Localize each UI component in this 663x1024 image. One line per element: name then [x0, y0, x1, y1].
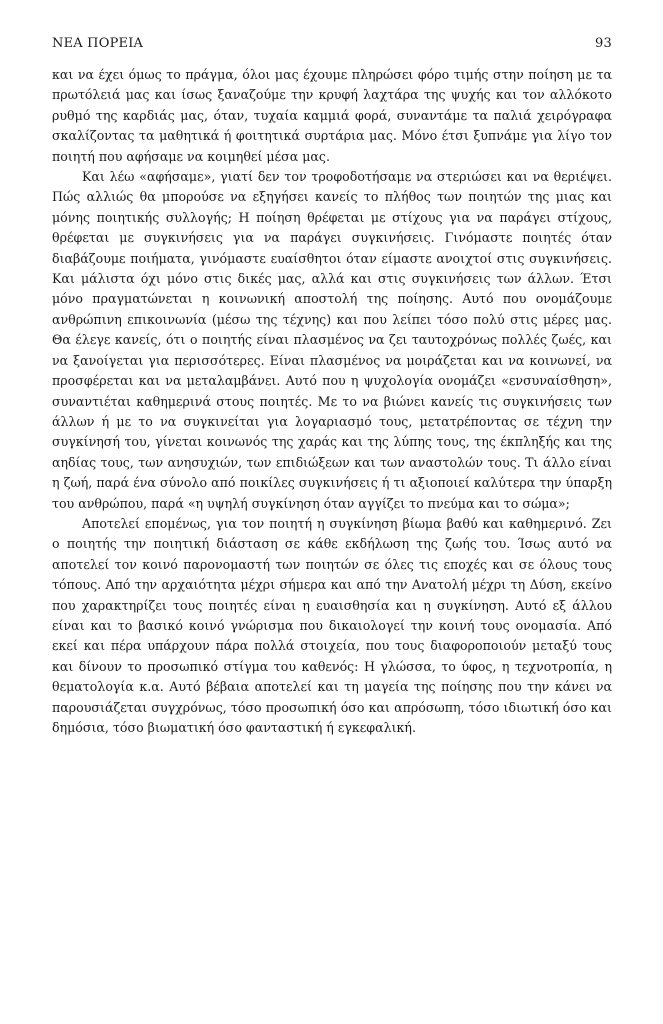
page-number: 93: [595, 36, 612, 51]
book-page: [52, 36, 612, 738]
body-text: [52, 65, 612, 738]
paragraph: Αποτελεί επομένως, για τον ποιητή η συγκίνηση βίωμα βαθύ και καθημερινό. Ζει ο ποιητής την ποιητική διάσταση σε κάθε εκδήλωση της ζωής του. Ίσως αυτό να αποτελεί τον κοινό παρονομαστή των ποιητών σε όλες τις εποχές και σε όλους τους τόπους. Από την αρχαιότητα μέχρι σήμερα και από την Ανατολή μέχρι τη Δύση, εκείνο που χαρακτηρίζει τους ποιητές είναι η ευαισθησία και η συγκίνηση. Αυτό εξ άλλου είναι και το βασικό κοινό γνώρισμα που δικαιολογεί την κοινή τους ονομασία. Από εκεί και πέρα υπάρχουν πάρα πολλά στοιχεία, που τους διαφοροποιούν μεταξύ τους και δίνουν το προσωπικό στίγμα του καθενός: Η γλώσσα, το ύφος, η τεχνοτροπία, η θεματολογία κ.α. Αυτό βέβαια αποτελεί και τη μαγεία της ποίησης που την κάνει να παρουσιάζεται συγχρόνως, τόσο προσωπική όσο και απρόσωπη, τόσο ιδιωτική όσο και δημόσια, τόσο βιωματική όσο φανταστική ή εγκεφαλική.: [52, 515, 612, 735]
journal-title: ΝΕΑ ΠΟΡΕΙΑ: [52, 36, 144, 51]
paragraph: Και λέω «αφήσαμε», γιατί δεν τον τροφοδοτήσαμε να στεριώσει και να θεριέψει. Πώς αλλιώς θα μπορούσε να εξηγήσει κανείς το πλήθος των ποιητών της μιας και μόνης ποιητικής συλλογής; Η ποίηση θρέφεται με στίχους για να παράγει στίχους, θρέφεται με συγκινήσεις για να παράγει συγκινήσεις. Γινόμαστε ποιητές όταν διαβάζουμε ποιήματα, γινόμαστε ευαίσθητοι όταν είμαστε ανοιχτοί στις συγκινήσεις. Και μάλιστα όχι μόνο στις δικές μας, αλλά και στις συγκινήσεις των άλλων. Έτσι μόνο πραγματώνεται η κοινωνική αποστολή της ποίησης. Αυτό που ονομάζουμε ανθρώπινη επικοινωνία (μέσω της τέχνης) και που λείπει τόσο πολύ στις μέρες μας. Θα έλεγε κανείς, ότι ο ποιητής είναι πλασμένος να ζει ταυτοχρόνως πολλές ζωές, και να ξανοίγεται για περισσότερες. Είναι πλασμένος να μοιράζεται και να κοινωνεί, να προσφέρεται και να μεταλαμβάνει. Αυτό που η ψυχολογία ονομάζει «ενσυναίσθηση», συναντιέται καθημερινά στους ποιητές. Με το να βιώνει κανείς τις συγκινήσεις των άλλων ή με το να συγκινείται για λογαριασμό τους, μετατρέποντας σε τέχνη την συγκίνησή του, γίνεται κοινωνός της χαράς και της λύπης τους, της έκπληξής και της αηδίας τους, των ανησυχιών, των επιδιώξεων και των αναστολών τους. Τι άλλο είναι η ζωή, παρά ένα σύνολο από ποικίλες συγκινήσεις ή τι αξιοποιεί καλύτερα την ύπαρξη του ανθρώπου, παρά «η υψηλή συγκίνηση όταν αγγίζει το πνεύμα και το σώμα»;: [52, 169, 612, 511]
running-header: [52, 36, 612, 51]
paragraph-continued: και να έχει όμως το πράγμα, όλοι μας έχουμε πληρώσει φόρο τιμής στην ποίηση με τα πρωτόλειά μας και ίσως ξαναζούμε την κρυφή λαχτάρα της ψυχής και τον αλλόκοτο ρυθμό της καρδιάς μας, όταν, τυχαία καμμιά φορά, συναντάμε τα παλιά χειρόγραφα σκαλίζοντας τα μαθητικά ή φοιτητικά συρτάρια μας. Μόνο έτσι ξυπνάμε για λίγο τον ποιητή που αφήσαμε να κοιμηθεί μέσα μας.: [52, 67, 612, 164]
